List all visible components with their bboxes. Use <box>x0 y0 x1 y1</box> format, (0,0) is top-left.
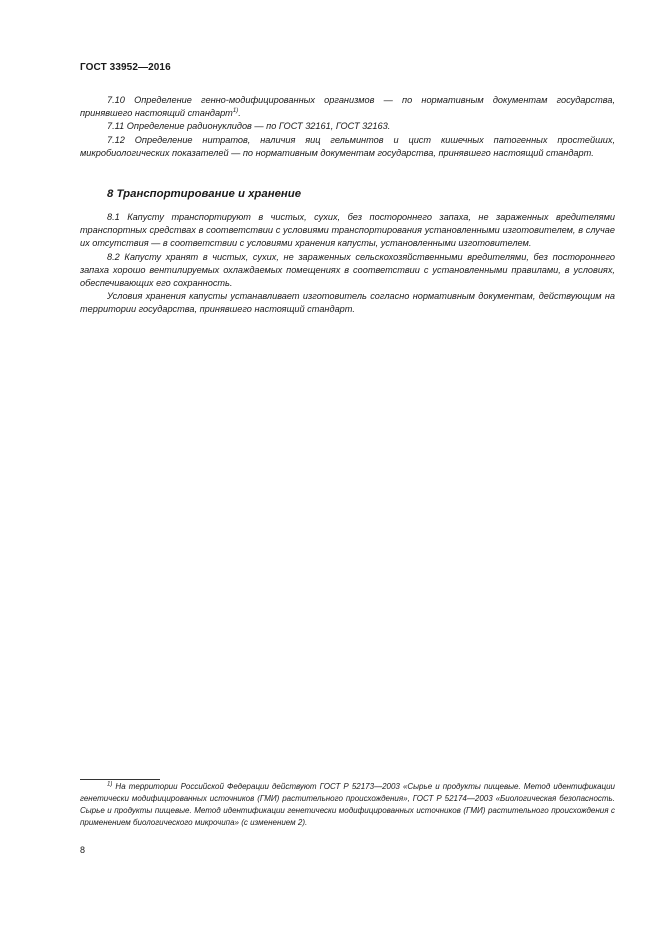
paragraph-7-10-text: 7.10 Определение генно-модифицированных организмов — по нормативным документам государства, принявшего настоящий стандарт <box>80 95 615 119</box>
section-7-block <box>80 94 615 160</box>
paragraph-8-2: 8.2 Капусту хранят в чистых, сухих, не зараженных сельскохозяйственными вредителями, без постороннего запаха хорошо вентилируемых охлаждаемых помещениях в соответствии с установленными правилами, в условиях, обеспечивающих его сохранность. <box>80 251 615 289</box>
footnote <box>80 781 615 829</box>
footnote-separator <box>80 779 160 780</box>
paragraph-7-11: 7.11 Определение радионуклидов — по ГОСТ 32161, ГОСТ 32163. <box>107 121 391 132</box>
footnote-ref: 1) <box>232 108 239 115</box>
paragraph-7-12: 7.12 Определение нитратов, наличия яиц гельминтов и цист кишечных патогенных простейших, микробиологических показателей — по нормативным документам государства, принявшего настоящий стандарт. <box>80 134 615 158</box>
paragraph-storage-conditions: Условия хранения капусты устанавливает изготовитель согласно нормативным документам, действующим на территории государства, принявшего настоящий стандарт. <box>80 291 615 315</box>
paragraph-8-1: 8.1 Капусту транспортируют в чистых, сухих, без постороннего запаха, не зараженных вредителями транспортных средствах в соответствии с условиями транспортирования установленными изготовителем, в случае их отсутствия — в соответствии с условиями хранения капусты, установленными изготовителем. <box>80 212 615 249</box>
footnote-paragraph <box>80 781 615 829</box>
section-8-heading: 8 Транспортирование и хранение <box>107 188 302 200</box>
paragraph-7-10-end: . <box>238 108 241 119</box>
page-number: 8 <box>80 845 86 855</box>
footnote-marker: 1) <box>107 781 113 788</box>
section-8-block <box>80 211 615 317</box>
paragraph-7-10 <box>80 94 615 120</box>
footnote-text: На территории Российской Федерации действуют ГОСТ Р 52173—2003 «Сырье и продукты пищевые. Метод идентификации генетически модифицированных источников (ГМИ) растительного происхождения», ГОСТ Р 52174—2003 «Биологическая безопасность. Сырье и продукты пищевые. Метод идентификации генетически модифицированных источников (ГМИ) растительного происхождения с применением биологического микрочипа» (с изменением 2). <box>80 782 615 827</box>
document-header: ГОСТ 33952—2016 <box>80 62 171 73</box>
